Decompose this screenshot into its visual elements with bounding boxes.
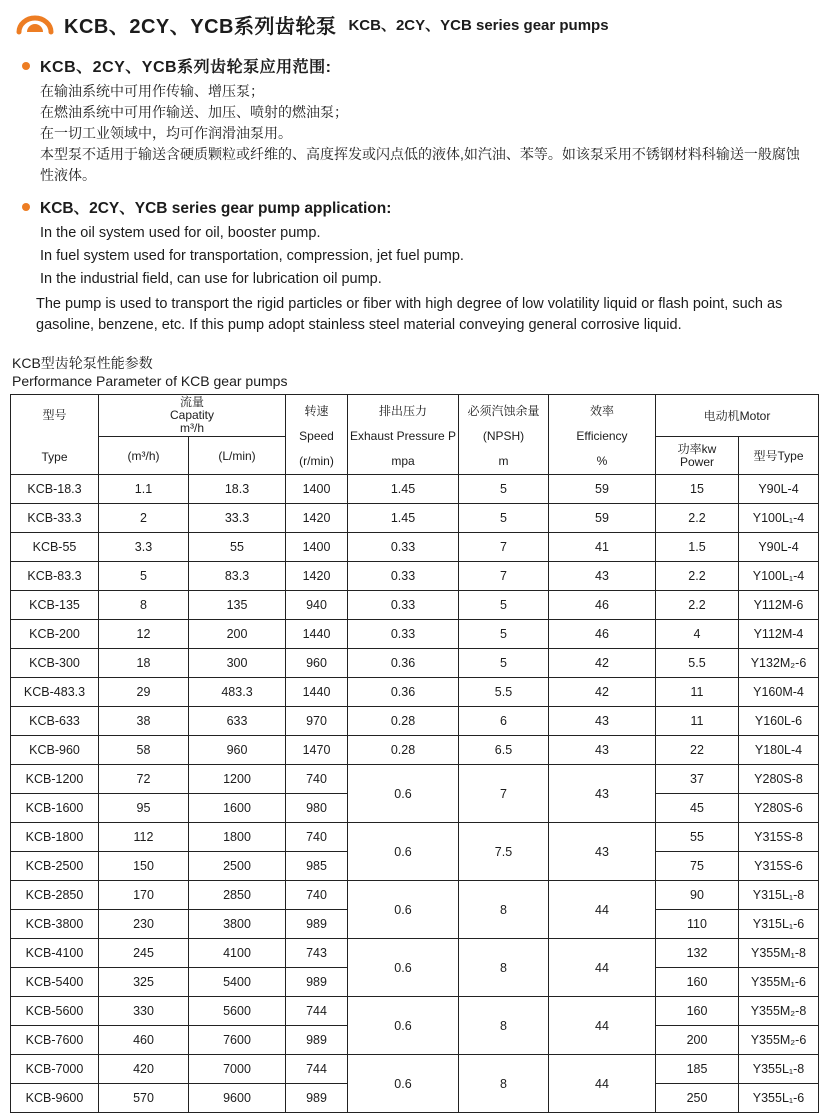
cell-pump-type: KCB-4100 — [11, 939, 99, 968]
cell-pressure: 0.28 — [348, 736, 459, 765]
table-row — [11, 939, 819, 968]
cell-capacity-lmin: 2850 — [189, 881, 286, 910]
cell-motor-type: Y355L₁-6 — [739, 1084, 819, 1113]
cell-motor-power: 90 — [656, 881, 739, 910]
cell-motor-type: Y160L-6 — [739, 707, 819, 736]
cell-capacity-lmin: 300 — [189, 649, 286, 678]
cell-pressure: 0.6 — [348, 1055, 459, 1113]
cell-efficiency: 59 — [549, 504, 656, 533]
cell-pressure: 0.6 — [348, 765, 459, 823]
cell-pressure: 0.33 — [348, 533, 459, 562]
cell-capacity-lmin: 200 — [189, 620, 286, 649]
cell-capacity-m3h: 95 — [99, 794, 189, 823]
cell-motor-type: Y90L-4 — [739, 533, 819, 562]
application-en-line: In the industrial field, can use for lubrication oil pump. — [40, 271, 382, 287]
cell-pressure: 0.33 — [348, 591, 459, 620]
cell-motor-power: 200 — [656, 1026, 739, 1055]
cell-speed: 740 — [286, 765, 348, 794]
cell-npsh: 5.5 — [459, 678, 549, 707]
cell-pump-type: KCB-2500 — [11, 852, 99, 881]
cell-efficiency: 42 — [549, 678, 656, 707]
cell-motor-type: Y100L₁-4 — [739, 562, 819, 591]
cell-efficiency: 46 — [549, 591, 656, 620]
cell-motor-power: 22 — [656, 736, 739, 765]
table-caption-zh: KCB型齿轮泵性能参数 — [12, 355, 153, 371]
cell-speed: 1400 — [286, 533, 348, 562]
cell-speed: 989 — [286, 1084, 348, 1113]
cell-npsh: 5 — [459, 649, 549, 678]
cell-speed: 989 — [286, 968, 348, 997]
cell-npsh: 8 — [459, 881, 549, 939]
cell-npsh: 5 — [459, 591, 549, 620]
cell-capacity-lmin: 3800 — [189, 910, 286, 939]
brand-arc-icon — [14, 11, 56, 37]
cell-pressure: 0.33 — [348, 562, 459, 591]
application-zh-line: 在输油系统中可用作传输、增压泵； — [40, 83, 264, 99]
cell-motor-type: Y112M-4 — [739, 620, 819, 649]
cell-npsh: 5 — [459, 475, 549, 504]
cell-pressure: 0.36 — [348, 678, 459, 707]
header-speed: 转速 Speed (r/min) — [286, 395, 348, 475]
cell-npsh: 6 — [459, 707, 549, 736]
table-row — [11, 649, 819, 678]
cell-pump-type: KCB-55 — [11, 533, 99, 562]
cell-motor-power: 5.5 — [656, 649, 739, 678]
cell-motor-power: 15 — [656, 475, 739, 504]
table-row — [11, 707, 819, 736]
cell-motor-power: 185 — [656, 1055, 739, 1084]
cell-motor-power: 2.2 — [656, 504, 739, 533]
section-heading-application-en — [22, 196, 822, 218]
cell-efficiency: 42 — [549, 649, 656, 678]
cell-speed: 740 — [286, 881, 348, 910]
cell-capacity-m3h: 5 — [99, 562, 189, 591]
cell-capacity-lmin: 5600 — [189, 997, 286, 1026]
cell-capacity-m3h: 58 — [99, 736, 189, 765]
cell-pump-type: KCB-135 — [11, 591, 99, 620]
cell-efficiency: 44 — [549, 939, 656, 997]
cell-capacity-lmin: 2500 — [189, 852, 286, 881]
application-zh-body — [40, 81, 810, 186]
cell-pump-type: KCB-7000 — [11, 1055, 99, 1084]
cell-motor-power: 11 — [656, 707, 739, 736]
cell-speed: 989 — [286, 910, 348, 939]
cell-speed: 960 — [286, 649, 348, 678]
header-sub-lmin: (L/min) — [189, 437, 286, 475]
cell-motor-type: Y315L₁-8 — [739, 881, 819, 910]
cell-capacity-lmin: 33.3 — [189, 504, 286, 533]
header-capacity: 流量 Capatity m³/h — [99, 395, 286, 437]
cell-motor-type: Y315S-6 — [739, 852, 819, 881]
cell-motor-type: Y280S-8 — [739, 765, 819, 794]
cell-pressure: 0.28 — [348, 707, 459, 736]
cell-capacity-lmin: 4100 — [189, 939, 286, 968]
table-row — [11, 823, 819, 852]
cell-motor-power: 37 — [656, 765, 739, 794]
table-row — [11, 591, 819, 620]
cell-motor-type: Y355L₁-8 — [739, 1055, 819, 1084]
cell-speed: 940 — [286, 591, 348, 620]
cell-pressure: 0.6 — [348, 939, 459, 997]
header-pressure: 排出压力 Exhaust Pressure P mpa — [348, 395, 459, 475]
cell-npsh: 8 — [459, 1055, 549, 1113]
cell-motor-type: Y315S-8 — [739, 823, 819, 852]
cell-pump-type: KCB-7600 — [11, 1026, 99, 1055]
cell-motor-power: 132 — [656, 939, 739, 968]
cell-motor-power: 160 — [656, 997, 739, 1026]
cell-capacity-lmin: 5400 — [189, 968, 286, 997]
table-body — [11, 475, 819, 1113]
cell-speed: 989 — [286, 1026, 348, 1055]
section-heading-text: KCB、2CY、YCB series gear pump application: — [40, 200, 392, 217]
cell-efficiency: 44 — [549, 881, 656, 939]
cell-speed: 1440 — [286, 620, 348, 649]
cell-capacity-lmin: 7000 — [189, 1055, 286, 1084]
performance-table — [10, 394, 819, 1113]
cell-motor-power: 55 — [656, 823, 739, 852]
cell-motor-type: Y112M-6 — [739, 591, 819, 620]
cell-motor-type: Y90L-4 — [739, 475, 819, 504]
cell-capacity-lmin: 483.3 — [189, 678, 286, 707]
table-row — [11, 736, 819, 765]
cell-capacity-m3h: 170 — [99, 881, 189, 910]
cell-efficiency: 43 — [549, 765, 656, 823]
cell-speed: 980 — [286, 794, 348, 823]
header-motor-type: 型号Type — [739, 437, 819, 475]
header-type: 型号 Type — [11, 395, 99, 475]
cell-capacity-lmin: 18.3 — [189, 475, 286, 504]
cell-motor-power: 11 — [656, 678, 739, 707]
cell-efficiency: 46 — [549, 620, 656, 649]
cell-capacity-m3h: 325 — [99, 968, 189, 997]
application-zh-line: 本型泵不适用于输送含硬质颗粒或纤维的、高度挥发或闪点低的液体,如汽油、苯等。如该泵采用不锈钢材料科输送一般腐蚀性液体。 — [40, 146, 800, 183]
cell-capacity-m3h: 2 — [99, 504, 189, 533]
cell-speed: 1470 — [286, 736, 348, 765]
section-heading-text: KCB、2CY、YCB系列齿轮泵应用范围: — [40, 59, 332, 76]
cell-pump-type: KCB-1800 — [11, 823, 99, 852]
cell-pressure: 0.36 — [348, 649, 459, 678]
cell-capacity-lmin: 1200 — [189, 765, 286, 794]
cell-motor-type: Y100L₁-4 — [739, 504, 819, 533]
cell-capacity-m3h: 18 — [99, 649, 189, 678]
cell-pump-type: KCB-2850 — [11, 881, 99, 910]
cell-efficiency: 41 — [549, 533, 656, 562]
bullet-icon — [22, 203, 30, 211]
header-motor-power: 功率kw Power — [656, 437, 739, 475]
cell-motor-type: Y160M-4 — [739, 678, 819, 707]
application-en-line: In fuel system used for transportation, compression, jet fuel pump. — [40, 248, 464, 264]
page-title-en: KCB、2CY、YCB series gear pumps — [348, 16, 609, 34]
table-row — [11, 881, 819, 910]
table-header — [11, 395, 819, 475]
cell-capacity-lmin: 9600 — [189, 1084, 286, 1113]
cell-npsh: 7 — [459, 533, 549, 562]
cell-pressure: 0.6 — [348, 823, 459, 881]
cell-motor-type: Y180L-4 — [739, 736, 819, 765]
header-sub-m3h: (m³/h) — [99, 437, 189, 475]
table-row — [11, 997, 819, 1026]
cell-capacity-m3h: 460 — [99, 1026, 189, 1055]
header-motor: 电动机Motor — [656, 395, 819, 437]
cell-motor-type: Y355M₂-8 — [739, 997, 819, 1026]
cell-pump-type: KCB-1200 — [11, 765, 99, 794]
cell-motor-power: 75 — [656, 852, 739, 881]
cell-motor-power: 45 — [656, 794, 739, 823]
table-row — [11, 765, 819, 794]
cell-pressure: 1.45 — [348, 475, 459, 504]
cell-motor-power: 250 — [656, 1084, 739, 1113]
cell-pump-type: KCB-3800 — [11, 910, 99, 939]
cell-pump-type: KCB-483.3 — [11, 678, 99, 707]
cell-capacity-m3h: 570 — [99, 1084, 189, 1113]
cell-capacity-m3h: 420 — [99, 1055, 189, 1084]
cell-capacity-m3h: 3.3 — [99, 533, 189, 562]
cell-motor-type: Y355M₁-6 — [739, 968, 819, 997]
cell-pump-type: KCB-18.3 — [11, 475, 99, 504]
cell-motor-type: Y280S-6 — [739, 794, 819, 823]
table-row — [11, 533, 819, 562]
cell-pump-type: KCB-300 — [11, 649, 99, 678]
cell-npsh: 7 — [459, 765, 549, 823]
application-zh-line: 在一切工业领域中，均可作润滑油泵用。 — [40, 125, 292, 141]
cell-pump-type: KCB-9600 — [11, 1084, 99, 1113]
cell-motor-type: Y132M₂-6 — [739, 649, 819, 678]
page-header — [14, 10, 822, 38]
cell-capacity-lmin: 135 — [189, 591, 286, 620]
cell-pressure: 0.6 — [348, 997, 459, 1055]
cell-capacity-lmin: 960 — [189, 736, 286, 765]
table-row — [11, 620, 819, 649]
cell-efficiency: 43 — [549, 562, 656, 591]
cell-motor-power: 1.5 — [656, 533, 739, 562]
cell-capacity-m3h: 29 — [99, 678, 189, 707]
cell-pump-type: KCB-200 — [11, 620, 99, 649]
table-caption-en: Performance Parameter of KCB gear pumps — [12, 373, 288, 389]
application-en-paragraph: The pump is used to transport the rigid particles or fiber with high degree of low volatility liquid or flash point, such as gasoline, benzene, etc. If this pump adopt stainless steel material conveying general corrosive liquid. — [36, 296, 783, 333]
cell-speed: 1420 — [286, 504, 348, 533]
application-en-body — [36, 222, 810, 336]
cell-efficiency: 44 — [549, 1055, 656, 1113]
page-title-zh: KCB、2CY、YCB系列齿轮泵 — [64, 15, 337, 38]
cell-capacity-m3h: 72 — [99, 765, 189, 794]
cell-efficiency: 44 — [549, 997, 656, 1055]
cell-capacity-m3h: 8 — [99, 591, 189, 620]
table-row — [11, 1055, 819, 1084]
cell-speed: 970 — [286, 707, 348, 736]
cell-capacity-m3h: 230 — [99, 910, 189, 939]
cell-speed: 1420 — [286, 562, 348, 591]
bullet-icon — [22, 62, 30, 70]
cell-pump-type: KCB-633 — [11, 707, 99, 736]
header-npsh: 必须汽蚀余量 (NPSH) m — [459, 395, 549, 475]
cell-capacity-m3h: 245 — [99, 939, 189, 968]
cell-npsh: 5 — [459, 620, 549, 649]
cell-pump-type: KCB-5400 — [11, 968, 99, 997]
cell-pump-type: KCB-5600 — [11, 997, 99, 1026]
cell-speed: 744 — [286, 997, 348, 1026]
cell-capacity-lmin: 1800 — [189, 823, 286, 852]
cell-motor-type: Y355M₁-8 — [739, 939, 819, 968]
header-efficiency: 效率 Efficiency % — [549, 395, 656, 475]
cell-speed: 1400 — [286, 475, 348, 504]
cell-motor-power: 2.2 — [656, 591, 739, 620]
cell-capacity-m3h: 12 — [99, 620, 189, 649]
table-row — [11, 562, 819, 591]
cell-efficiency: 43 — [549, 707, 656, 736]
cell-npsh: 6.5 — [459, 736, 549, 765]
cell-pump-type: KCB-960 — [11, 736, 99, 765]
cell-capacity-lmin: 633 — [189, 707, 286, 736]
cell-capacity-m3h: 112 — [99, 823, 189, 852]
cell-npsh: 7.5 — [459, 823, 549, 881]
section-heading-application-zh — [22, 54, 822, 77]
cell-npsh: 8 — [459, 997, 549, 1055]
cell-npsh: 8 — [459, 939, 549, 997]
cell-speed: 1440 — [286, 678, 348, 707]
table-caption — [12, 354, 822, 390]
table-row — [11, 678, 819, 707]
cell-capacity-m3h: 330 — [99, 997, 189, 1026]
cell-efficiency: 43 — [549, 736, 656, 765]
cell-speed: 744 — [286, 1055, 348, 1084]
application-zh-line: 在燃油系统中可用作输送、加压、喷射的燃油泵； — [40, 104, 348, 120]
cell-motor-power: 4 — [656, 620, 739, 649]
cell-pump-type: KCB-33.3 — [11, 504, 99, 533]
cell-pressure: 0.33 — [348, 620, 459, 649]
cell-speed: 740 — [286, 823, 348, 852]
cell-capacity-lmin: 7600 — [189, 1026, 286, 1055]
cell-efficiency: 59 — [549, 475, 656, 504]
cell-motor-power: 160 — [656, 968, 739, 997]
cell-capacity-lmin: 83.3 — [189, 562, 286, 591]
cell-motor-power: 2.2 — [656, 562, 739, 591]
cell-motor-type: Y315L₁-6 — [739, 910, 819, 939]
cell-capacity-m3h: 1.1 — [99, 475, 189, 504]
cell-speed: 743 — [286, 939, 348, 968]
application-en-line: In the oil system used for oil, booster pump. — [40, 225, 321, 241]
table-row — [11, 504, 819, 533]
cell-npsh: 7 — [459, 562, 549, 591]
cell-pump-type: KCB-1600 — [11, 794, 99, 823]
cell-capacity-lmin: 1600 — [189, 794, 286, 823]
cell-motor-power: 110 — [656, 910, 739, 939]
cell-capacity-m3h: 38 — [99, 707, 189, 736]
cell-capacity-m3h: 150 — [99, 852, 189, 881]
cell-pump-type: KCB-83.3 — [11, 562, 99, 591]
cell-pressure: 1.45 — [348, 504, 459, 533]
cell-efficiency: 43 — [549, 823, 656, 881]
cell-capacity-lmin: 55 — [189, 533, 286, 562]
cell-npsh: 5 — [459, 504, 549, 533]
cell-pressure: 0.6 — [348, 881, 459, 939]
table-row — [11, 475, 819, 504]
cell-motor-type: Y355M₂-6 — [739, 1026, 819, 1055]
cell-speed: 985 — [286, 852, 348, 881]
